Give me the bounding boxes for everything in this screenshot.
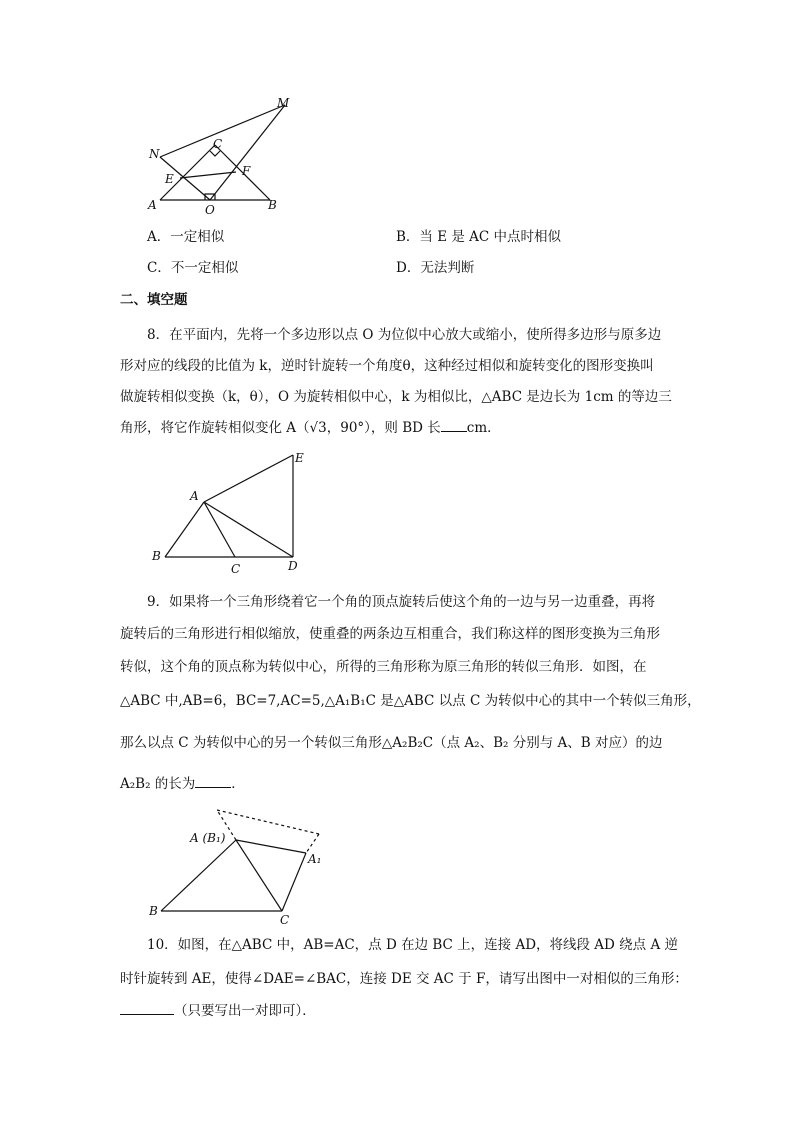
dashed-extension-right	[306, 834, 319, 853]
label-b: B	[268, 198, 277, 212]
label-f: F	[242, 164, 251, 178]
q9-line-6-end: ．	[231, 776, 245, 792]
segment-ad	[204, 502, 293, 557]
label-c: C	[280, 913, 290, 927]
q8-line-4-end: cm．	[466, 420, 501, 436]
section-heading: 二、填空题	[120, 292, 188, 308]
sqrt-3: √3	[309, 420, 327, 436]
q10-line-3-text: （只要写出一对即可）．	[174, 1003, 316, 1019]
label-c: C	[213, 137, 223, 151]
option-d: D．无法判断	[396, 260, 475, 276]
answer-blank-q8[interactable]	[441, 417, 467, 432]
q8-line-4-mid: ，90°），则 BD 长	[326, 420, 441, 436]
q9-line-2: 旋转后的三角形进行相似缩放，使重叠的两条边互相重合，我们称这样的图形变换为三角形	[120, 626, 660, 642]
label-b: B	[152, 549, 161, 563]
q9-line-6	[120, 772, 245, 792]
segment-a1-c	[282, 853, 306, 911]
label-o: O	[205, 203, 215, 217]
figure-q8	[145, 448, 320, 578]
segment-mo	[210, 105, 285, 200]
q8-line-4-start: 角形，将它作旋转相似变化 A（	[120, 420, 310, 436]
figure-q9	[140, 800, 330, 930]
label-d: D	[288, 559, 298, 573]
q9-line-6-start: A₂B₂ 的长为	[120, 776, 196, 792]
figure-q7	[140, 95, 300, 220]
segment-ac	[204, 502, 235, 557]
answer-blank-q10[interactable]	[120, 1000, 174, 1015]
label-a-b1: A (B₁)	[190, 831, 226, 845]
segment-ae	[204, 455, 293, 502]
q8-line-3: 做旋转相似变换（k，θ），O 为旋转相似中心，k 为相似比，△ABC 是边长为 1cm 的等边三	[120, 389, 672, 405]
label-a: A	[148, 198, 157, 212]
q8-line-4	[120, 416, 501, 436]
option-b: B．当 E 是 AC 中点时相似	[396, 229, 562, 245]
label-n: N	[149, 147, 160, 161]
q8-line-1: 8．在平面内，先将一个多边形以点 O 为位似中心放大或缩小，使所得多边形与原多边	[147, 327, 662, 343]
option-a: A．一定相似	[147, 229, 225, 245]
q8-line-2: 形对应的线段的比值为 k，逆时针旋转一个角度θ，这种经过相似和旋转变化的图形变换叫	[120, 358, 654, 374]
segment-ab	[165, 502, 204, 557]
q10-line-3	[120, 999, 316, 1019]
q9-line-5: 那么以点 C 为转似中心的另一个转似三角形△A₂B₂C（点 A₂、B₂ 分别与 A、B 对应）的边	[120, 735, 663, 751]
segment-nm	[160, 105, 285, 157]
segment-a-a1	[236, 840, 306, 853]
label-e: E	[295, 451, 304, 465]
answer-blank-q9[interactable]	[195, 773, 231, 788]
segment-ac	[236, 840, 282, 911]
option-c: C．不一定相似	[147, 260, 239, 276]
label-b: B	[149, 904, 158, 918]
q9-line-3: 转似，这个角的顶点称为转似中心，所得的三角形称为原三角形的转似三角形．如图，在	[120, 659, 647, 675]
label-a: A	[190, 489, 199, 503]
label-c: C	[231, 562, 241, 576]
q9-line-4: △ABC 中,AB=6，BC=7,AC=5,△A₁B₁C 是△ABC 以点 C 为转似中心的其中一个转似三角形，	[120, 693, 701, 709]
label-a1: A₁	[308, 852, 322, 866]
q10-line-2: 时针旋转到 AE，使得∠DAE=∠BAC，连接 DE 交 AC 于 F，请写出图中一对相似的三角形：	[120, 971, 688, 987]
dashed-extension-top	[217, 810, 319, 834]
segment-ba	[161, 840, 236, 911]
q10-line-1: 10．如图，在△ABC 中，AB=AC，点 D 在边 BC 上，连接 AD，将线段 AD 绕点 A 逆	[147, 937, 679, 953]
q9-line-1: 9．如果将一个三角形绕着它一个角的顶点旋转后使这个角的一边与另一边重叠，再将	[147, 594, 656, 610]
label-e: E	[165, 172, 174, 186]
right-angle-mark-c	[210, 151, 220, 156]
label-m: M	[277, 96, 290, 110]
